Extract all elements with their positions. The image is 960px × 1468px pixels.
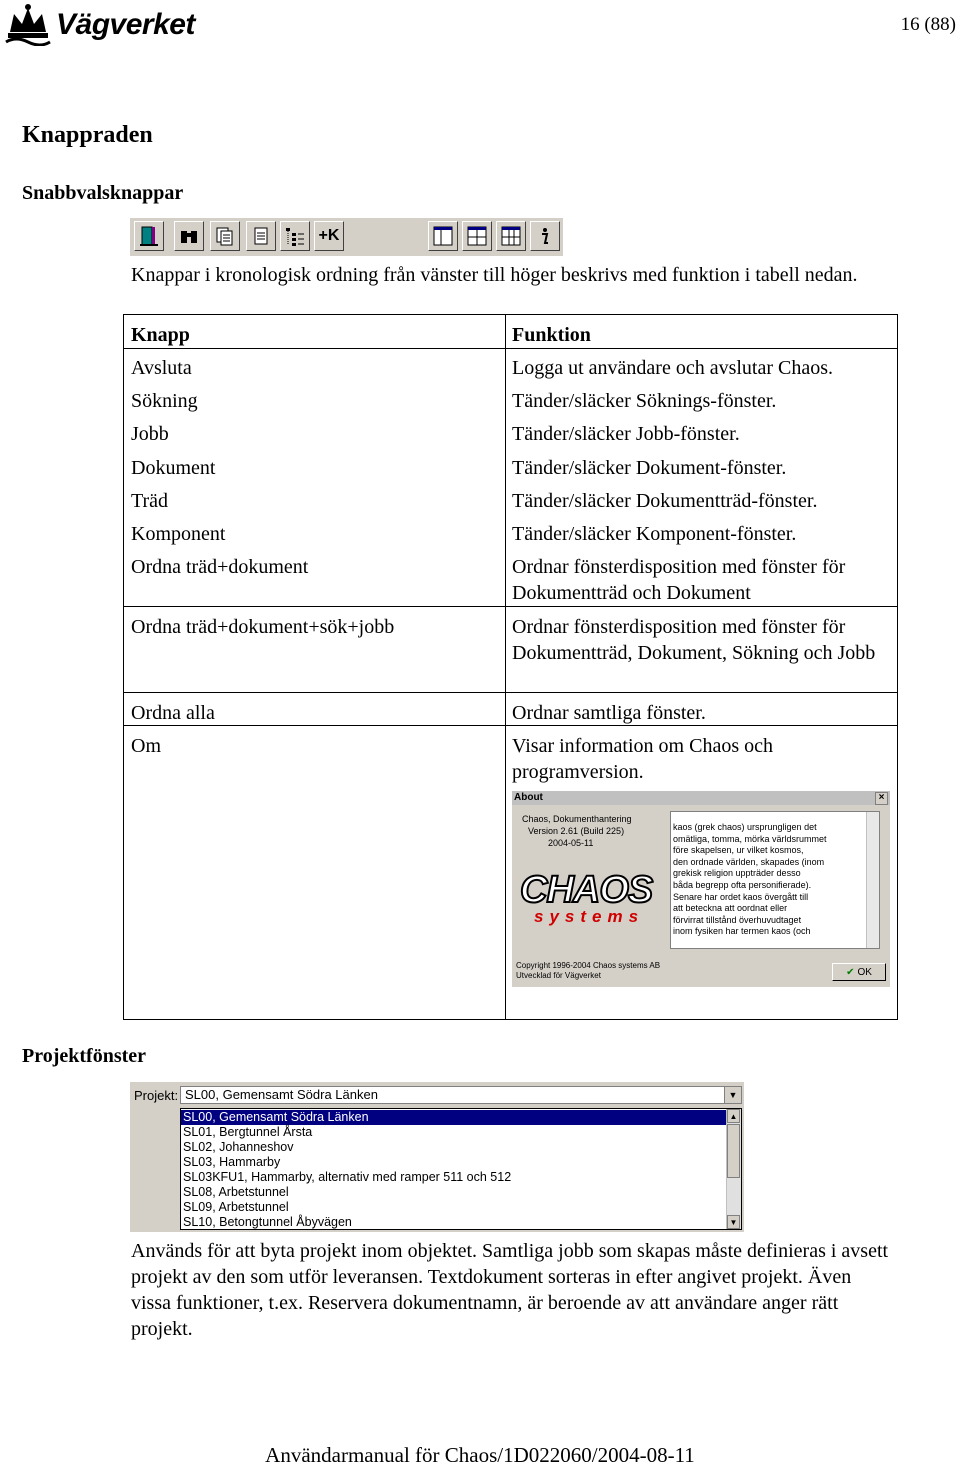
about-button[interactable] [530,221,560,251]
chaos-logo-word: CHAOS [520,869,653,911]
table-cell-knapp: Om [131,735,161,757]
function-table [123,314,898,1020]
project-selected-value: SL00, Gemensamt Södra Länken [185,1087,378,1102]
component-icon: +K [318,227,340,244]
about-description-box[interactable] [670,811,880,949]
check-icon: ✔ [846,966,855,978]
layout-tree-document-search-job-button[interactable] [462,221,492,251]
close-icon[interactable]: × [875,792,888,805]
layout-tree-document-button[interactable] [428,221,458,251]
project-option[interactable]: SL01, Bergtunnel Årsta [183,1125,313,1139]
table-cell-knapp: Ordna träd+dokument+sök+jobb [131,616,395,638]
table-cell-knapp: Komponent [131,523,226,545]
scroll-down-icon[interactable]: ▼ [727,1215,740,1229]
section-title: Knappraden [22,122,153,148]
search-button[interactable] [174,221,204,251]
table-cell-funktion: Tänder/släcker Komponent-fönster. [512,523,797,545]
about-desc-line: före skapelsen, ur vilket kosmos, [673,845,804,856]
scroll-thumb[interactable] [727,1124,740,1178]
about-desc-line: Senare har ordet kaos övergått till [673,891,809,902]
about-desc-line: grekisk religion uppträder desso [673,868,801,879]
about-dialog [512,791,890,987]
about-version: Version 2.61 (Build 225) [528,826,625,836]
project-list-scrollbar[interactable] [726,1109,741,1229]
chaos-logo [520,871,652,925]
table-cell-funktion: Tänder/släcker Söknings-fönster. [512,390,777,412]
table-cell-funktion: Visar information om Chaos och programversion. [512,735,773,783]
project-window [130,1082,744,1232]
binoculars-icon [178,225,200,247]
project-option[interactable]: SL03, Hammarby [183,1155,281,1169]
about-date: 2004-05-11 [548,838,594,848]
scroll-up-icon[interactable]: ▲ [727,1109,740,1123]
about-desc-line: båda begrepp ofta personifierade). [673,879,812,890]
table-cell-funktion: Ordnar samtliga fönster. [512,702,706,724]
header-funktion: Funktion [512,324,591,346]
table-cell-funktion: Ordnar fönsterdisposition med fönster för Dokumentträd, Dokument, Sökning och Jobb [512,616,876,664]
project-option[interactable]: SL03KFU1, Hammarby, alternativ med ramper 511 och 512 [183,1170,512,1184]
tree-icon [284,225,306,247]
project-label: Projekt: [134,1088,179,1103]
project-select[interactable] [180,1086,742,1104]
layout-tree-document-search-job-icon [466,225,488,247]
layout-all-icon [500,225,522,247]
table-cell-funktion: Logga ut användare och avslutar Chaos. [512,357,834,379]
chevron-down-icon[interactable]: ▼ [724,1087,741,1103]
brand-name: Vägverket [56,8,195,41]
crown-emblem-icon [4,2,52,46]
about-title: About [514,792,543,803]
table-cell-knapp: Ordna alla [131,702,215,724]
quickbuttons-heading: Snabbvalsknappar [22,182,184,204]
about-desc-line: omätliga, tomma, mörka världsrummet [673,833,827,844]
table-cell-knapp: Jobb [131,423,169,445]
about-desc-line: den ordnade världen, skapades (inom [673,856,825,867]
project-option[interactable]: SL08, Arbetstunnel [183,1185,289,1199]
component-button[interactable] [314,221,344,251]
job-button[interactable] [210,221,240,251]
toolbar-description: Knappar i kronologisk ordning från vänster till höger beskrivs med funktion i tabell nedan. [131,264,858,286]
page-number: 16 (88) [900,14,956,35]
about-copyright: Copyright 1996-2004 Chaos systems AB [516,961,661,970]
about-desc-line: att beteckna att oordnat eller [673,903,788,914]
table-cell-knapp: Ordna träd+dokument [131,556,309,578]
exit-button[interactable] [134,221,164,251]
table-cell-funktion: Ordnar fönsterdisposition med fönster för Dokumentträd och Dokument [512,556,846,604]
document-icon [250,225,272,247]
projekt-heading: Projektfönster [22,1045,147,1067]
exit-icon [138,225,160,247]
vagverket-logo [4,2,214,46]
page-footer: Användarmanual för Chaos/1D022060/2004-08-11 [265,1443,695,1467]
tree-button[interactable] [280,221,310,251]
about-copyright-block [516,961,660,981]
quick-toolbar [130,218,563,256]
about-info [522,813,632,849]
chaos-logo-sub: systems [534,907,645,926]
table-cell-funktion: Tänder/släcker Dokument-fönster. [512,457,787,479]
table-cell-funktion: Tänder/släcker Jobb-fönster. [512,423,740,445]
about-title-bar [512,791,890,805]
layout-all-button[interactable] [496,221,526,251]
about-developed-for: Utvecklad för Vägverket [516,971,601,980]
ok-label: OK [857,966,872,978]
project-option[interactable]: SL00, Gemensamt Södra Länken [181,1110,729,1125]
about-desc-line: kaos (grek chaos) ursprungligen det [673,822,817,832]
about-desc-line: inom fysiken har termen kaos (och [673,926,811,937]
table-cell-knapp: Träd [131,490,169,512]
projekt-description: Används för att byta projekt inom objektet. Samtliga jobb som skapas måste definieras i avsett projekt av den som utför leveransen. Textdokument sorteras in efter angivet projekt. Även vissa funktioner, t.ex. Reservera dokumentnamn, är beroende av att användare anger rätt projekt. [131,1240,889,1340]
project-option[interactable]: SL02, Johanneshov [183,1140,294,1154]
table-cell-knapp: Sökning [131,390,198,412]
about-icon [534,225,556,247]
document-button[interactable] [246,221,276,251]
header-knapp: Knapp [131,324,190,346]
about-product: Chaos, Dokumenthantering [522,814,632,824]
project-option[interactable]: SL09, Arbetstunnel [183,1200,289,1214]
project-option[interactable]: SL10, Betongtunnel Åbyvägen [183,1215,352,1229]
table-cell-knapp: Avsluta [131,357,192,379]
layout-tree-document-icon [432,225,454,247]
table-cell-knapp: Dokument [131,457,216,479]
project-dropdown-list [180,1108,742,1230]
documents-icon [214,225,236,247]
about-scrollbar[interactable] [866,812,879,948]
about-desc-line: förvirrat tillstånd överhuvudtaget [673,914,802,925]
ok-button[interactable] [832,963,886,981]
table-cell-funktion: Tänder/släcker Dokumentträd-fönster. [512,490,818,512]
